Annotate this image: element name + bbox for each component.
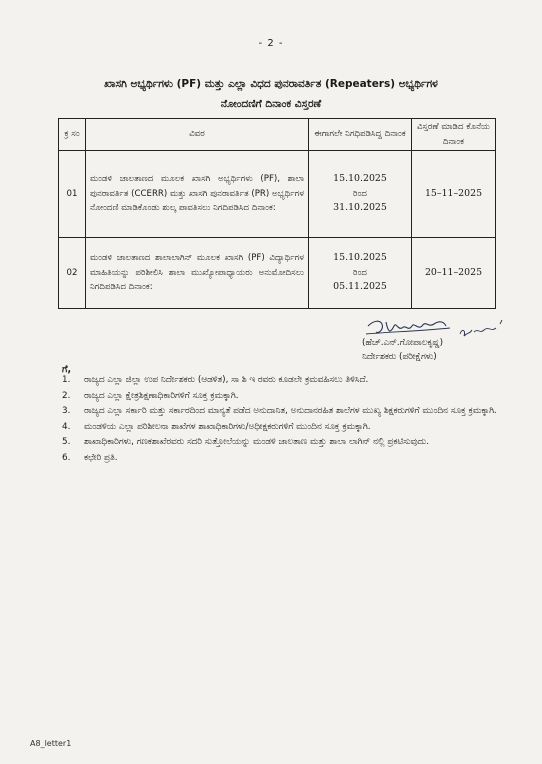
list-item (62, 389, 502, 404)
signatory-block (362, 336, 443, 364)
row-extended-deadline: 20–11–2025 (412, 238, 496, 309)
item-text: ರಾಜ್ಯದ ಎಲ್ಲಾ ಜಿಲ್ಲಾ ಉಪ ನಿರ್ದೇಶಕರು (ಆಡಳಿತ), ಸಾ ಶಿ ಇ ರವರು ಕೂಡಲೇ ಕ್ರಮವಹಿಸಲು ತಿಳಿಸಿದೆ. (84, 375, 369, 385)
date-from: 15.10.2025 (333, 252, 387, 264)
item-number: 1. (62, 375, 71, 385)
copy-to-label: ಗೆ, (62, 364, 72, 375)
row-sl-no: 02 (59, 238, 86, 309)
table-header-row (59, 119, 496, 151)
heading-line-2: ನೋಂದಣಿಗೆ ದಿನಾಂಕ ವಿಸ್ತರಣೆ (220, 98, 322, 110)
document-heading (40, 74, 502, 114)
date-to: 05.11.2025 (333, 281, 387, 293)
table-row (59, 238, 496, 309)
row-extended-deadline: 15–11–2025 (412, 151, 496, 238)
date-separator: ರಿಂದ (353, 267, 367, 278)
signatory-name: (ಹೆಚ್.ಎನ್.ಗೋಪಾಲಕೃಷ್ಣ) (362, 338, 444, 348)
header-current-deadline: ಈಗಾಗಲೇ ನಿಗಧಿಪಡಿಸಿದ್ದ ದಿನಾಂಕ (309, 119, 412, 151)
date-separator: ರಿಂದ (353, 188, 367, 199)
list-item (62, 435, 502, 450)
header-sl-no: ಕ್ರ ಸಂ (59, 119, 86, 151)
row-description: ಮಂಡಳಿ ಜಾಲತಾಣದ ಮೂಲಕ ಖಾಸಗಿ ಅಭ್ಯರ್ಥಿಗಳು (PF), ಶಾಲಾ ಪುನರಾವರ್ತಿತ (CCERR) ಮತ್ತು ಖಾಸಗಿ ಪುನರಾವರ್ತಿತ (PR) ಅಭ್ಯರ್ಥಿಗಳ ನೋಂದಣಿ ಮಾಡಿಕೊಂಡು ಶುಲ್ಕ ಪಾವತಿಸಲು ನಿಗದಿಪಡಿಸಿದ ದಿನಾಂಕ: (86, 151, 309, 238)
item-text: ರಾಜ್ಯದ ಎಲ್ಲಾ ಸರ್ಕಾರಿ ಮತ್ತು ಸರ್ಕಾರದಿಂದ ಮಾನ್ಯತೆ ಪಡೆದ ಅನುದಾನಿತ, ಅನುದಾನರಹಿತ ಶಾಲೆಗಳ ಮುಖ್ಯ ಶಿಕ್ಷಕರುಗಳಿಗೆ ಮುಂದಿನ ಸೂಕ್ತ ಕ್ರಮಕ್ಕಾಗಿ. (84, 406, 497, 416)
header-extended-deadline: ವಿಸ್ತರಣೆ ಮಾಡಿದ ಕೊನೆಯ ದಿನಾಂಕ (412, 119, 496, 151)
item-text: ರಾಜ್ಯದ ಎಲ್ಲಾ ಕ್ಷೇತ್ರಶಿಕ್ಷಣಾಧಿಕಾರಿಗಳಿಗೆ ಸೂಕ್ತ ಕ್ರಮಕ್ಕಾಗಿ. (84, 390, 239, 401)
row-current-deadline (309, 151, 412, 238)
item-number: 6. (62, 452, 71, 463)
item-text: ಮಂಡಳಿಯ ಎಲ್ಲಾ ಪರಿಶೀಲನಾ ಶಾಖೆಗಳ ಶಾಖಾಧಿಕಾರಿಗಳು/ಅಧೀಕ್ಷಕರುಗಳಿಗೆ ಮುಂದಿನ ಸೂಕ್ತ ಕ್ರಮಕ್ಕಾಗಿ. (84, 421, 371, 432)
item-number: 4. (62, 421, 71, 432)
item-number: 3. (62, 406, 71, 416)
heading-line-1: ಖಾಸಗಿ ಅಭ್ಯರ್ಥಿಗಳು (PF) ಮತ್ತು ಎಲ್ಲಾ ವಿಧದ ಪುನರಾವರ್ತಿತ (Repeaters) ಅಭ್ಯರ್ಥಿಗಳ (104, 78, 438, 90)
schedule-table (58, 118, 496, 309)
row-sl-no: 01 (59, 151, 86, 238)
document-code: A8_letter1 (30, 739, 72, 748)
item-text: ಶಾಖಾಧಿಕಾರಿಗಳು, ಗಣಕಶಾಖೆರವರು ಸದರಿ ಸುತ್ತೋಲೆಯನ್ನು ಮಂಡಳಿ ಜಾಲತಾಣ ಮತ್ತು ಶಾಲಾ ಲಾಗಿನ್ ನಲ್ಲಿ ಪ್ರಕಟಿಸುವುದು. (84, 437, 429, 447)
date-to: 31.10.2025 (333, 202, 387, 214)
header-description: ವಿವರ (86, 119, 309, 151)
signatory-designation: ನಿರ್ದೇಶಕರು (ಪರೀಕ್ಷೆಗಳು) (362, 352, 437, 362)
list-item (62, 420, 502, 435)
copy-to-list (62, 373, 502, 466)
item-number: 5. (62, 437, 71, 447)
row-current-deadline (309, 238, 412, 309)
row-description: ಮಂಡಳಿ ಜಾಲತಾಣದ ಶಾಲಾಲಾಗಿನ್ ಮೂಲಕ ಖಾಸಗಿ (PF) ವಿದ್ಯಾರ್ಥಿಗಳ ಮಾಹಿತಿಯನ್ನು ಪರಿಶೀಲಿಸಿ ಶಾಲಾ ಮುಖ್ಯೋಪಾಧ್ಯಾಯರು ಅನುಮೋದಿಸಲು ನಿಗದಿಪಡಿಸಿದ ದಿನಾಂಕ: (86, 238, 309, 309)
list-item (62, 451, 502, 466)
list-item (62, 373, 502, 388)
table-row (59, 151, 496, 238)
list-item (62, 404, 502, 419)
item-number: 2. (62, 390, 71, 401)
date-from: 15.10.2025 (333, 173, 387, 185)
item-text: ಕಛೇರಿ ಪ್ರತಿ. (84, 452, 118, 463)
page-number: - 2 - (258, 38, 284, 49)
